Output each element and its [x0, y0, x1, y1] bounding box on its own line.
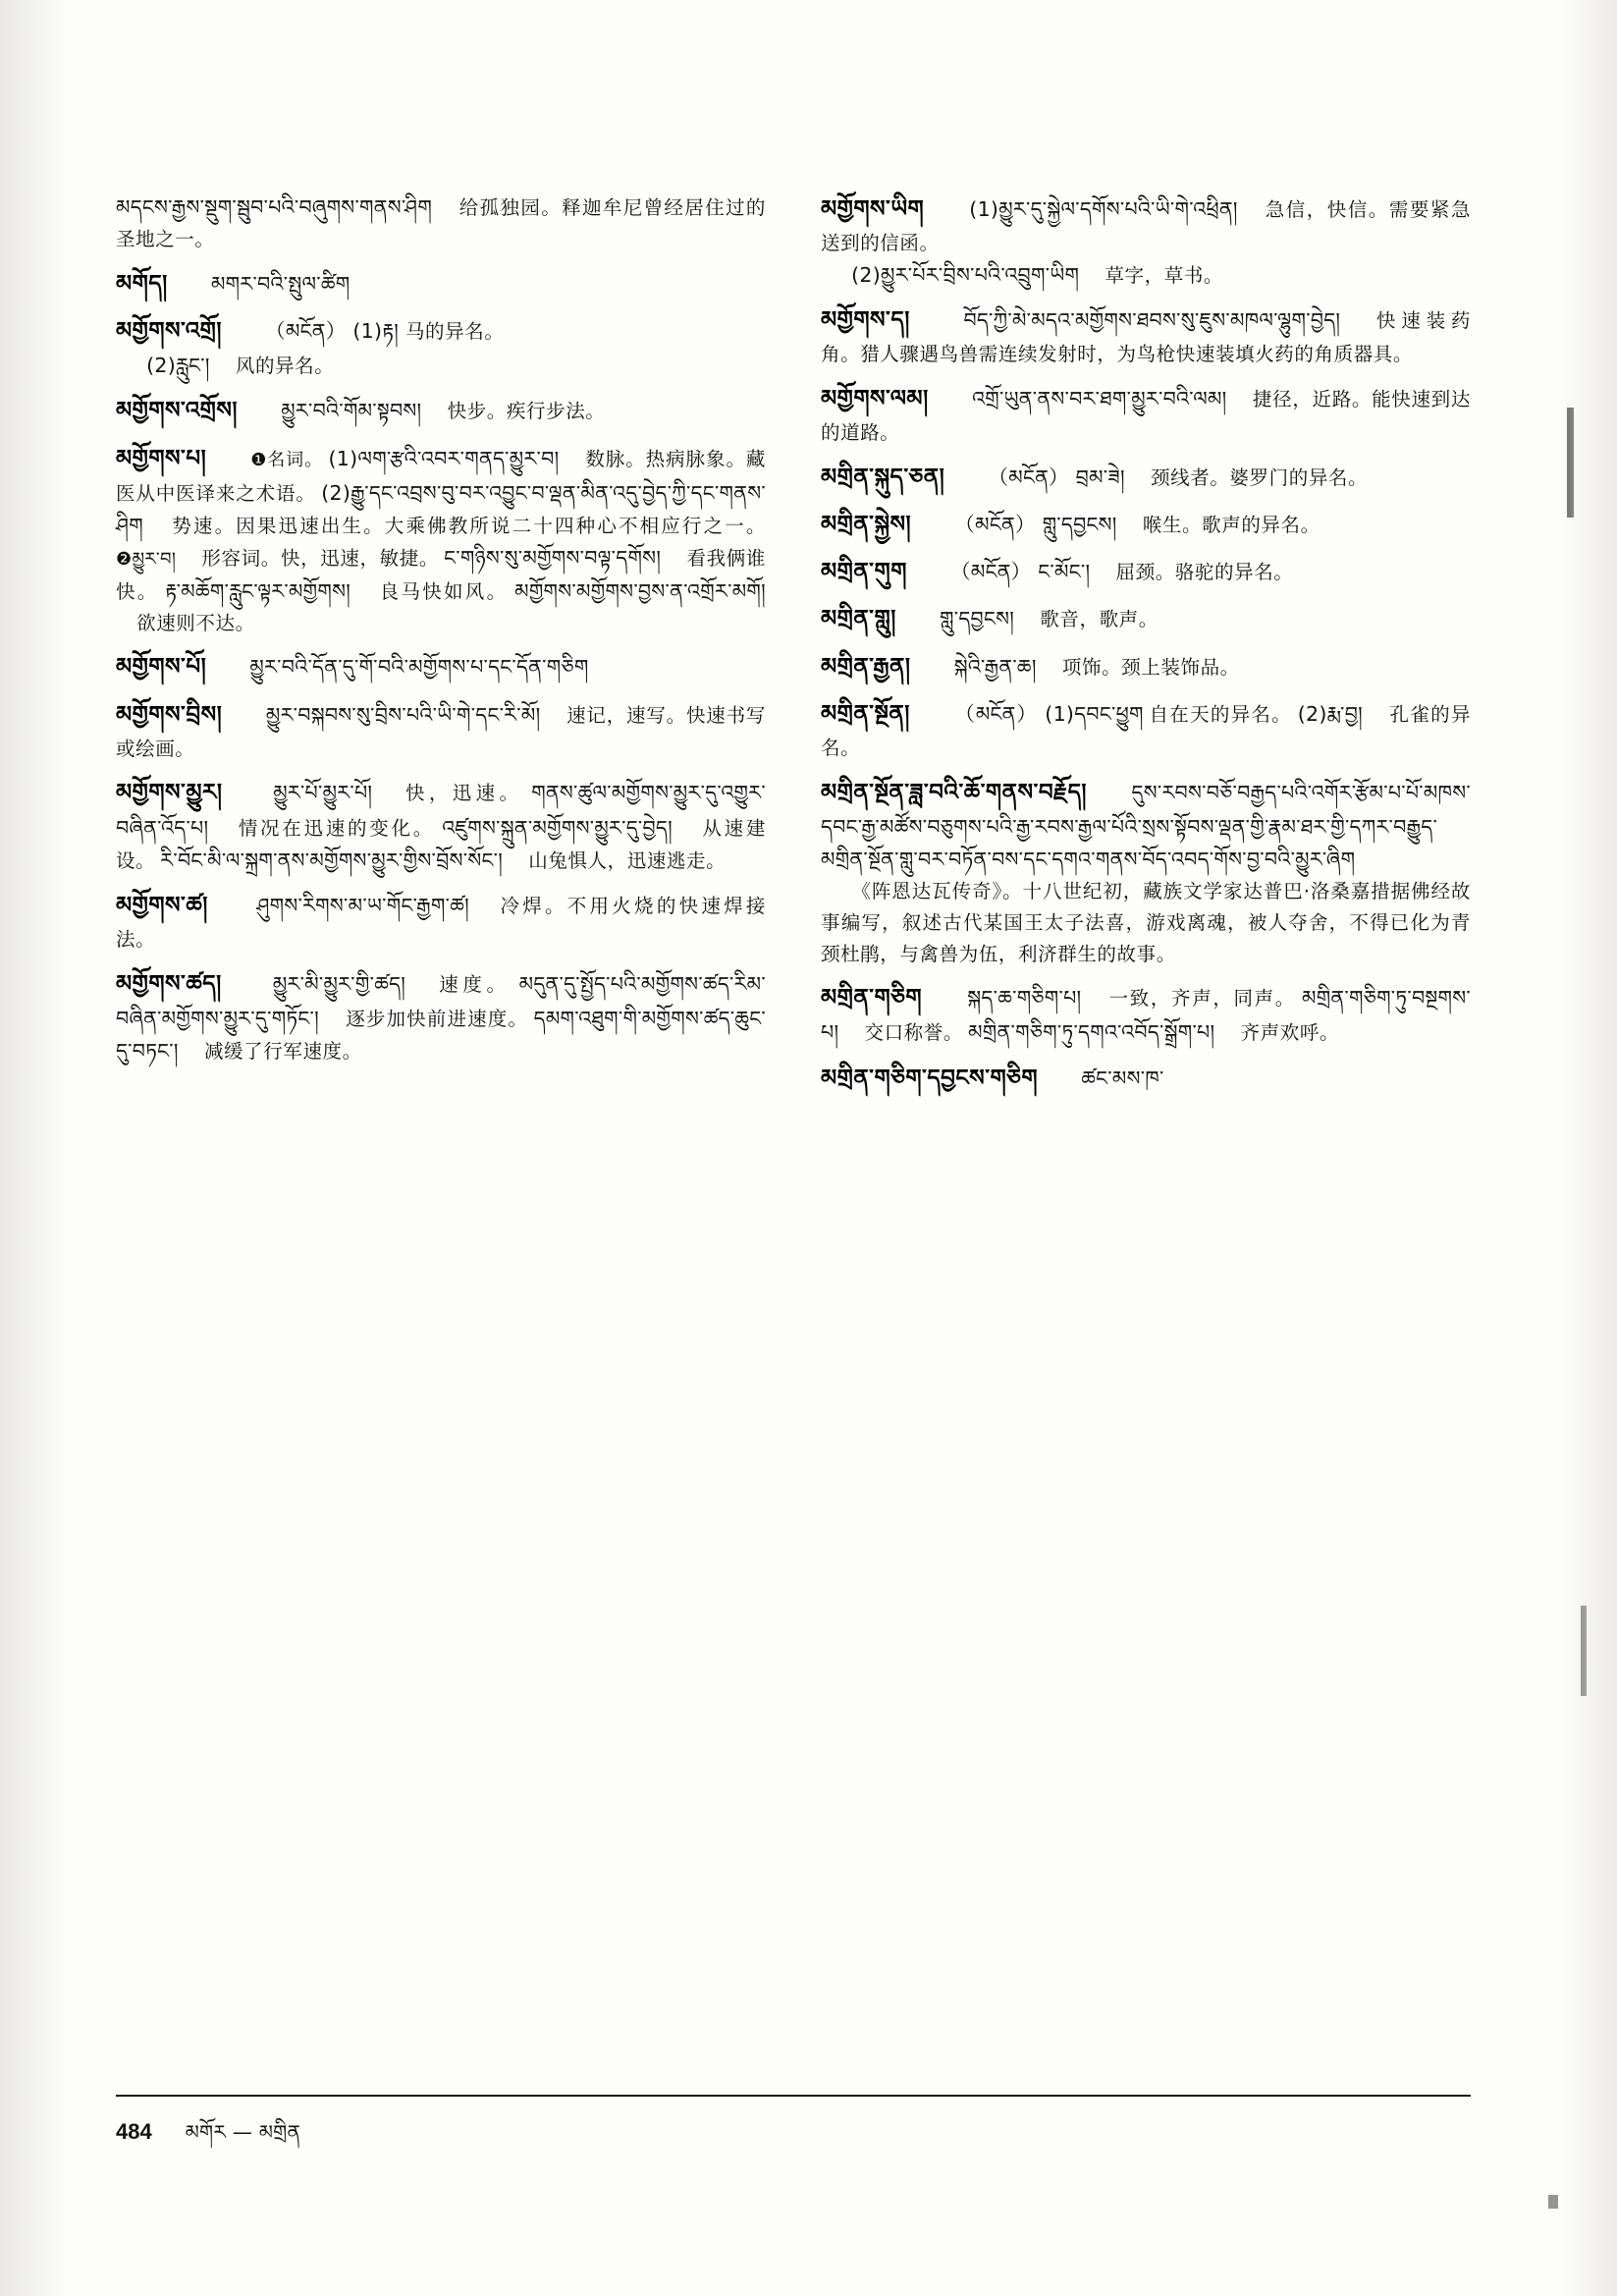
- entry-tibetan: ཚང་མས་ཁ་: [1081, 1066, 1164, 1090]
- example-1-chinese: 交口称誉。: [864, 1021, 963, 1045]
- entry-headword: མགྲིན་སྐྱེས།: [821, 511, 912, 537]
- entry-tibetan: （མངོན） གླུ་དབྱངས།: [954, 512, 1117, 536]
- scan-artifact-bottom: [1548, 2195, 1558, 2209]
- entry-mgrin-gcig: [821, 980, 1471, 1049]
- entry-mgyogs-da: [821, 302, 1471, 370]
- entry-chinese: 一致，齐声，同声。: [1108, 987, 1296, 1011]
- entry-headword: མགྲིན་སྐུད་ཅན།: [821, 464, 945, 490]
- sense-2-chinese: 形容词。快，迅速，敏捷。: [201, 547, 440, 571]
- example-1-tibetan: མགྲིན་གཅིག་ཏུ་བསྔགས་པ།: [821, 986, 1471, 1045]
- entry-headword: མགྱོགས་པོ།: [116, 654, 207, 681]
- column-left: [116, 191, 766, 2038]
- entry-mgyogs-pa: [116, 441, 766, 639]
- entry-mgrin-gcig-dbyangs-gcig: [821, 1061, 1471, 1097]
- entry-tibetan: མྱུར་བའི་གོམ་སྟབས།: [281, 399, 422, 423]
- entry-headword: མགྲིན་སྔོན་ཟླ་བའི་ཆོ་གནས་བརྗོད།: [821, 779, 1088, 805]
- example-3-tibetan: རི་བོང་མི་ལ་སྐྲག་ནས་མགྱོགས་མྱུར་གྱིས་བྲོས་སོང་།: [160, 847, 504, 872]
- entry-mgrin-skyes: [821, 507, 1471, 543]
- example-1-tibetan: གནས་ཚུལ་མགྱོགས་མྱུར་དུ་འགྱུར་བཞིན་འོད་པ།: [116, 781, 766, 840]
- entry-tibetan: མྱུར་མི་མྱུར་གྱི་ཚད།: [272, 971, 406, 996]
- entry-chinese: 屈颈。骆驼的异名。: [1115, 561, 1294, 584]
- example-2-chinese: 减缓了行军速度。: [203, 1040, 362, 1064]
- entry-chinese: 速度。: [439, 972, 511, 996]
- sense-1-chinese: 自在天的异名。: [1149, 702, 1292, 726]
- entry-chinese: 喉生。歌声的异名。: [1142, 513, 1321, 536]
- entry-headword: མགོད།: [116, 270, 168, 297]
- entry-sense-1-tibetan: （མངོན） (1)རྟ།: [265, 319, 405, 344]
- entry-tibetan: མགར་བའི་སྤུལ་ཚིག: [210, 271, 350, 296]
- example-1-tibetan: མདུན་དུ་སྤྱོད་པའི་མགྱོགས་ཚད་རིམ་བཞིན་མགྱོགས་མྱུར་དུ་གཏོང་།: [116, 971, 766, 1031]
- sense-2-tibetan: (2)རྨ་བྱ།: [1297, 701, 1364, 726]
- entry-tibetan: མྱུར་པོ་མྱུར་པོ།: [273, 781, 373, 805]
- entry-headword: མགྱོགས་འགྲོས།: [116, 398, 239, 424]
- entry-mgyogs-yig: [821, 191, 1471, 292]
- entry-mgyogs-tshad: [116, 966, 766, 1068]
- column-right: [821, 191, 1471, 2038]
- entry-sense-2-tibetan: (2)རླུང་།: [146, 354, 210, 378]
- entry-tibetan: འགྲོ་ཡུན་ནས་བར་ཐག་མྱུར་བའི་ལམ།: [972, 386, 1227, 410]
- entry-chinese: 冷焊。不用火烧的快速焊接法。: [116, 895, 766, 952]
- sense-1-chinese: 急信，快信。需要紧急送到的信函。: [821, 198, 1471, 255]
- entry-headword: མགྲིན་གླུ།: [821, 606, 896, 632]
- entry-headword: མགྲིན་གུག: [821, 559, 907, 585]
- example-2-tibetan: དམག་འཐུག་གི་མགྱོགས་ཚད་ཆུང་དུ་བཏང་།: [116, 1007, 767, 1064]
- example-1-chinese: 看我俩谁快。: [116, 547, 766, 603]
- example-2-chinese: 齐声欢呼。: [1240, 1021, 1340, 1045]
- entry-tibetan: མྱུར་བསྐབས་སུ་བྲིས་པའི་ཡི་གེ་དང་རི་མོ།: [265, 702, 541, 727]
- example-2-tibetan: རྟ་མཆོག་རླུང་ལྟར་མགྱོགས།: [165, 578, 351, 603]
- example-2-chinese: 良马快如风。: [379, 579, 509, 603]
- sense-1-tibetan: （མངོན） (1)དབང་ཕྱུག: [954, 701, 1144, 726]
- entry-mgrin-sngon-zla-ba: [821, 775, 1471, 969]
- entry-mgrin-glu: [821, 601, 1471, 637]
- entry-chinese: 给孤独园。释迦牟尼曾经居住过的圣地之一。: [116, 196, 766, 251]
- entry-headword: མགྱོགས་ད།: [821, 307, 910, 334]
- entry-headword: མགྱོགས་ཡིག: [821, 196, 925, 222]
- example-3-chinese: 山兔惧人，迅速逃走。: [528, 848, 727, 872]
- entry-chinese: 快，迅速。: [404, 782, 523, 805]
- entry-mgyogs-gro: [116, 313, 766, 382]
- sense-2-chinese: 孔雀的异名。: [821, 702, 1471, 760]
- page-content: [116, 191, 1471, 2038]
- example-1-tibetan: ང་གཉིས་སུ་མགྱོགས་བལྟ་དགོས།: [444, 546, 662, 571]
- example-2-chinese: 从速建设。: [116, 816, 766, 872]
- entry-mgyogs-bris: [116, 697, 766, 765]
- example-2-tibetan: འཛུགས་སྐྲུན་མགྱོགས་མྱུར་དུ་བྱེད།: [442, 815, 673, 840]
- entry-tibetan: སྐད་ཆ་གཅིག་པ།: [967, 986, 1082, 1011]
- example-2-tibetan: མགྲིན་གཅིག་ཏུ་དགའ་འབོད་སྒྲོག་པ།: [968, 1020, 1215, 1045]
- entry-headword: མགྱོགས་མྱུར།: [116, 780, 223, 806]
- sense-group-1-label: ❶名词。: [250, 449, 324, 470]
- entry-mgyogs-po: [116, 649, 766, 685]
- entry-mgyogs-lam: [821, 381, 1471, 449]
- sense-2-tibetan: (2)མྱུར་པོར་བྲིས་པའི་འབྲུག་ཡིག: [851, 262, 1080, 287]
- entry-tibetan: མདངས་རྒྱས་སྡུག་སྦུབ་པའི་བཞུགས་གནས་ཤིག: [116, 195, 433, 219]
- sense-1b-tibetan: (2)རྒྱུ་དང་འབྲས་བུ་བར་འབྱུང་བ་ལྡན་མིན་འདུ་བྱེད་ཀྱི་དང་གནས་ཤིག: [116, 480, 766, 538]
- entry-headword: མགྱོགས་བྲིས།: [116, 701, 223, 728]
- entry-mgyogs-myur: [116, 775, 766, 877]
- entry-headword: མགྱོགས་ཚད།: [116, 970, 222, 997]
- example-3-tibetan: མགྱོགས་མགྱོགས་བྱས་ན་འགྲོར་མགོ།: [514, 578, 766, 603]
- entry-tibetan: （མངོན） ང་མོང་།: [950, 560, 1091, 584]
- entry-mgrin-rgyan: [821, 649, 1471, 685]
- sense-group-2-label: ❷མྱུར་བ།: [116, 549, 177, 571]
- sense-2-chinese: 草字，草书。: [1105, 263, 1224, 287]
- entry-mgrin-sngon: [821, 696, 1471, 764]
- entry-mgod: [116, 266, 766, 302]
- entry-chinese: 快步。疾行步法。: [447, 400, 606, 423]
- entry-headword: མགྱོགས་འགྲོ།: [116, 318, 222, 345]
- entry-headword: མགྲིན་སྔོན།: [821, 700, 910, 727]
- entry-chinese: 颈线者。婆罗门的异名。: [1151, 465, 1369, 489]
- entry-mgrin-gug: [821, 554, 1471, 590]
- entry-tibetan: དུས་རབས་བཅོ་བརྒྱད་པའི་འགོར་རྩོམ་པ་པོ་མཁས་དབང་རྒྱ་མཚོས་བཅུགས་པའི་རྒྱ་རབས་རྒྱལ་པོའི་སྲས་སྟོབས་ལྡན་གྱི་རྣམ་ཐར་གྱི་དཀར་བརྒྱུད་མགྲིན་སྔོན་གླུ་བར་བཏོན་བས་དང་དགའ་གནས་བོད་འབད་གོས་བྱ་བའི་མྱུར་ཞིག: [821, 780, 1471, 872]
- page-number: 484: [116, 2119, 152, 2144]
- entry-chinese: 快速装药角。猎人骤遇鸟兽需连续发射时，为鸟枪快速装填火药的角质器具。: [821, 309, 1471, 366]
- entry-headword: མགྲིན་གཅིག: [821, 985, 923, 1011]
- entry-chinese: 速记，速写。快速书写或绘画。: [116, 703, 766, 760]
- scan-artifact-top: [1567, 408, 1574, 518]
- entry-tibetan: （མངོན） བྲམ་ཟེ།: [988, 465, 1125, 489]
- sense-1-tibetan: (1)མྱུར་དུ་སྐྱེལ་དགོས་པའི་ཡི་གེ་འཕྲིན།: [969, 197, 1238, 221]
- example-1-chinese: 逐步加快前进速度。: [346, 1008, 529, 1031]
- sense-1a-tibetan: (1)ལག་རྩའི་འབར་གནད་མྱུར་བ།: [328, 446, 560, 470]
- page-footer: [116, 2095, 1471, 2165]
- entry-tibetan: སྐེའི་རྒྱན་ཆ།: [953, 654, 1037, 679]
- entry-tibetan: མྱུར་བའི་དོན་དུ་གོ་བའི་མགྱོགས་པ་དང་དོན་གཅིག: [249, 655, 589, 680]
- sense-1a-chinese: 数脉。热病脉象。藏医从中医译来之术语。: [116, 447, 766, 505]
- entry-sense-1-chinese: 马的异名。: [404, 320, 505, 344]
- entry-headword: མགྲིན་གཅིག་དབྱངས་གཅིག: [821, 1065, 1039, 1091]
- entry-headword: མགྱོགས་པ།: [116, 445, 207, 471]
- example-3-chinese: 欲速则不达。: [136, 611, 255, 634]
- entry-mgyogs-gros: [116, 393, 766, 429]
- entry-tibetan: གླུ་དབྱངས།: [940, 607, 1015, 631]
- entry-continuation: [116, 191, 766, 255]
- running-head: མགོར — མགྲིན: [185, 2120, 301, 2144]
- entry-headword: མགྱོགས་ལམ།: [821, 385, 929, 411]
- entry-chinese: 《阵恩达瓦传奇》。十八世纪初，藏族文学家达普巴·洛桑嘉措据佛经故事编写，叙述古代某国王太子法喜，游戏离魂，被人夺舍，不得已化为青颈杜鹃，与禽兽为伍，利济群生的故事。: [821, 880, 1471, 965]
- entry-chinese: 项饰。颈上装饰品。: [1061, 655, 1240, 679]
- entry-chinese: 捷径，近路。能快速到达的道路。: [821, 387, 1471, 445]
- entry-chinese: 歌音，歌声。: [1040, 608, 1159, 631]
- entry-headword: མགྱོགས་ཚ།: [116, 893, 208, 919]
- entry-sense-2-chinese: 风的异名。: [235, 355, 335, 378]
- scan-artifact-middle: [1581, 1606, 1587, 1696]
- entry-mgyogs-tsha: [116, 888, 766, 956]
- entry-mgrin-skud-can: [821, 460, 1471, 496]
- entry-tibetan: ཤུགས་རིགས་མ་ཡ་གོང་རྒྱག་ཚ།: [256, 894, 469, 918]
- example-1-chinese: 情况在迅速的变化。: [238, 816, 435, 840]
- entry-headword: མགྲིན་རྒྱན།: [821, 653, 911, 680]
- sense-1b-chinese: 势速。因果迅速出生。大乘佛教所说二十四种心不相应行之一。: [172, 515, 766, 538]
- entry-tibetan: བོད་ཀྱི་མེ་མདའ་མགྱོགས་ཐབས་སུ་ཇུས་མཁལ་ལྷུག་བྱེད།: [963, 308, 1341, 333]
